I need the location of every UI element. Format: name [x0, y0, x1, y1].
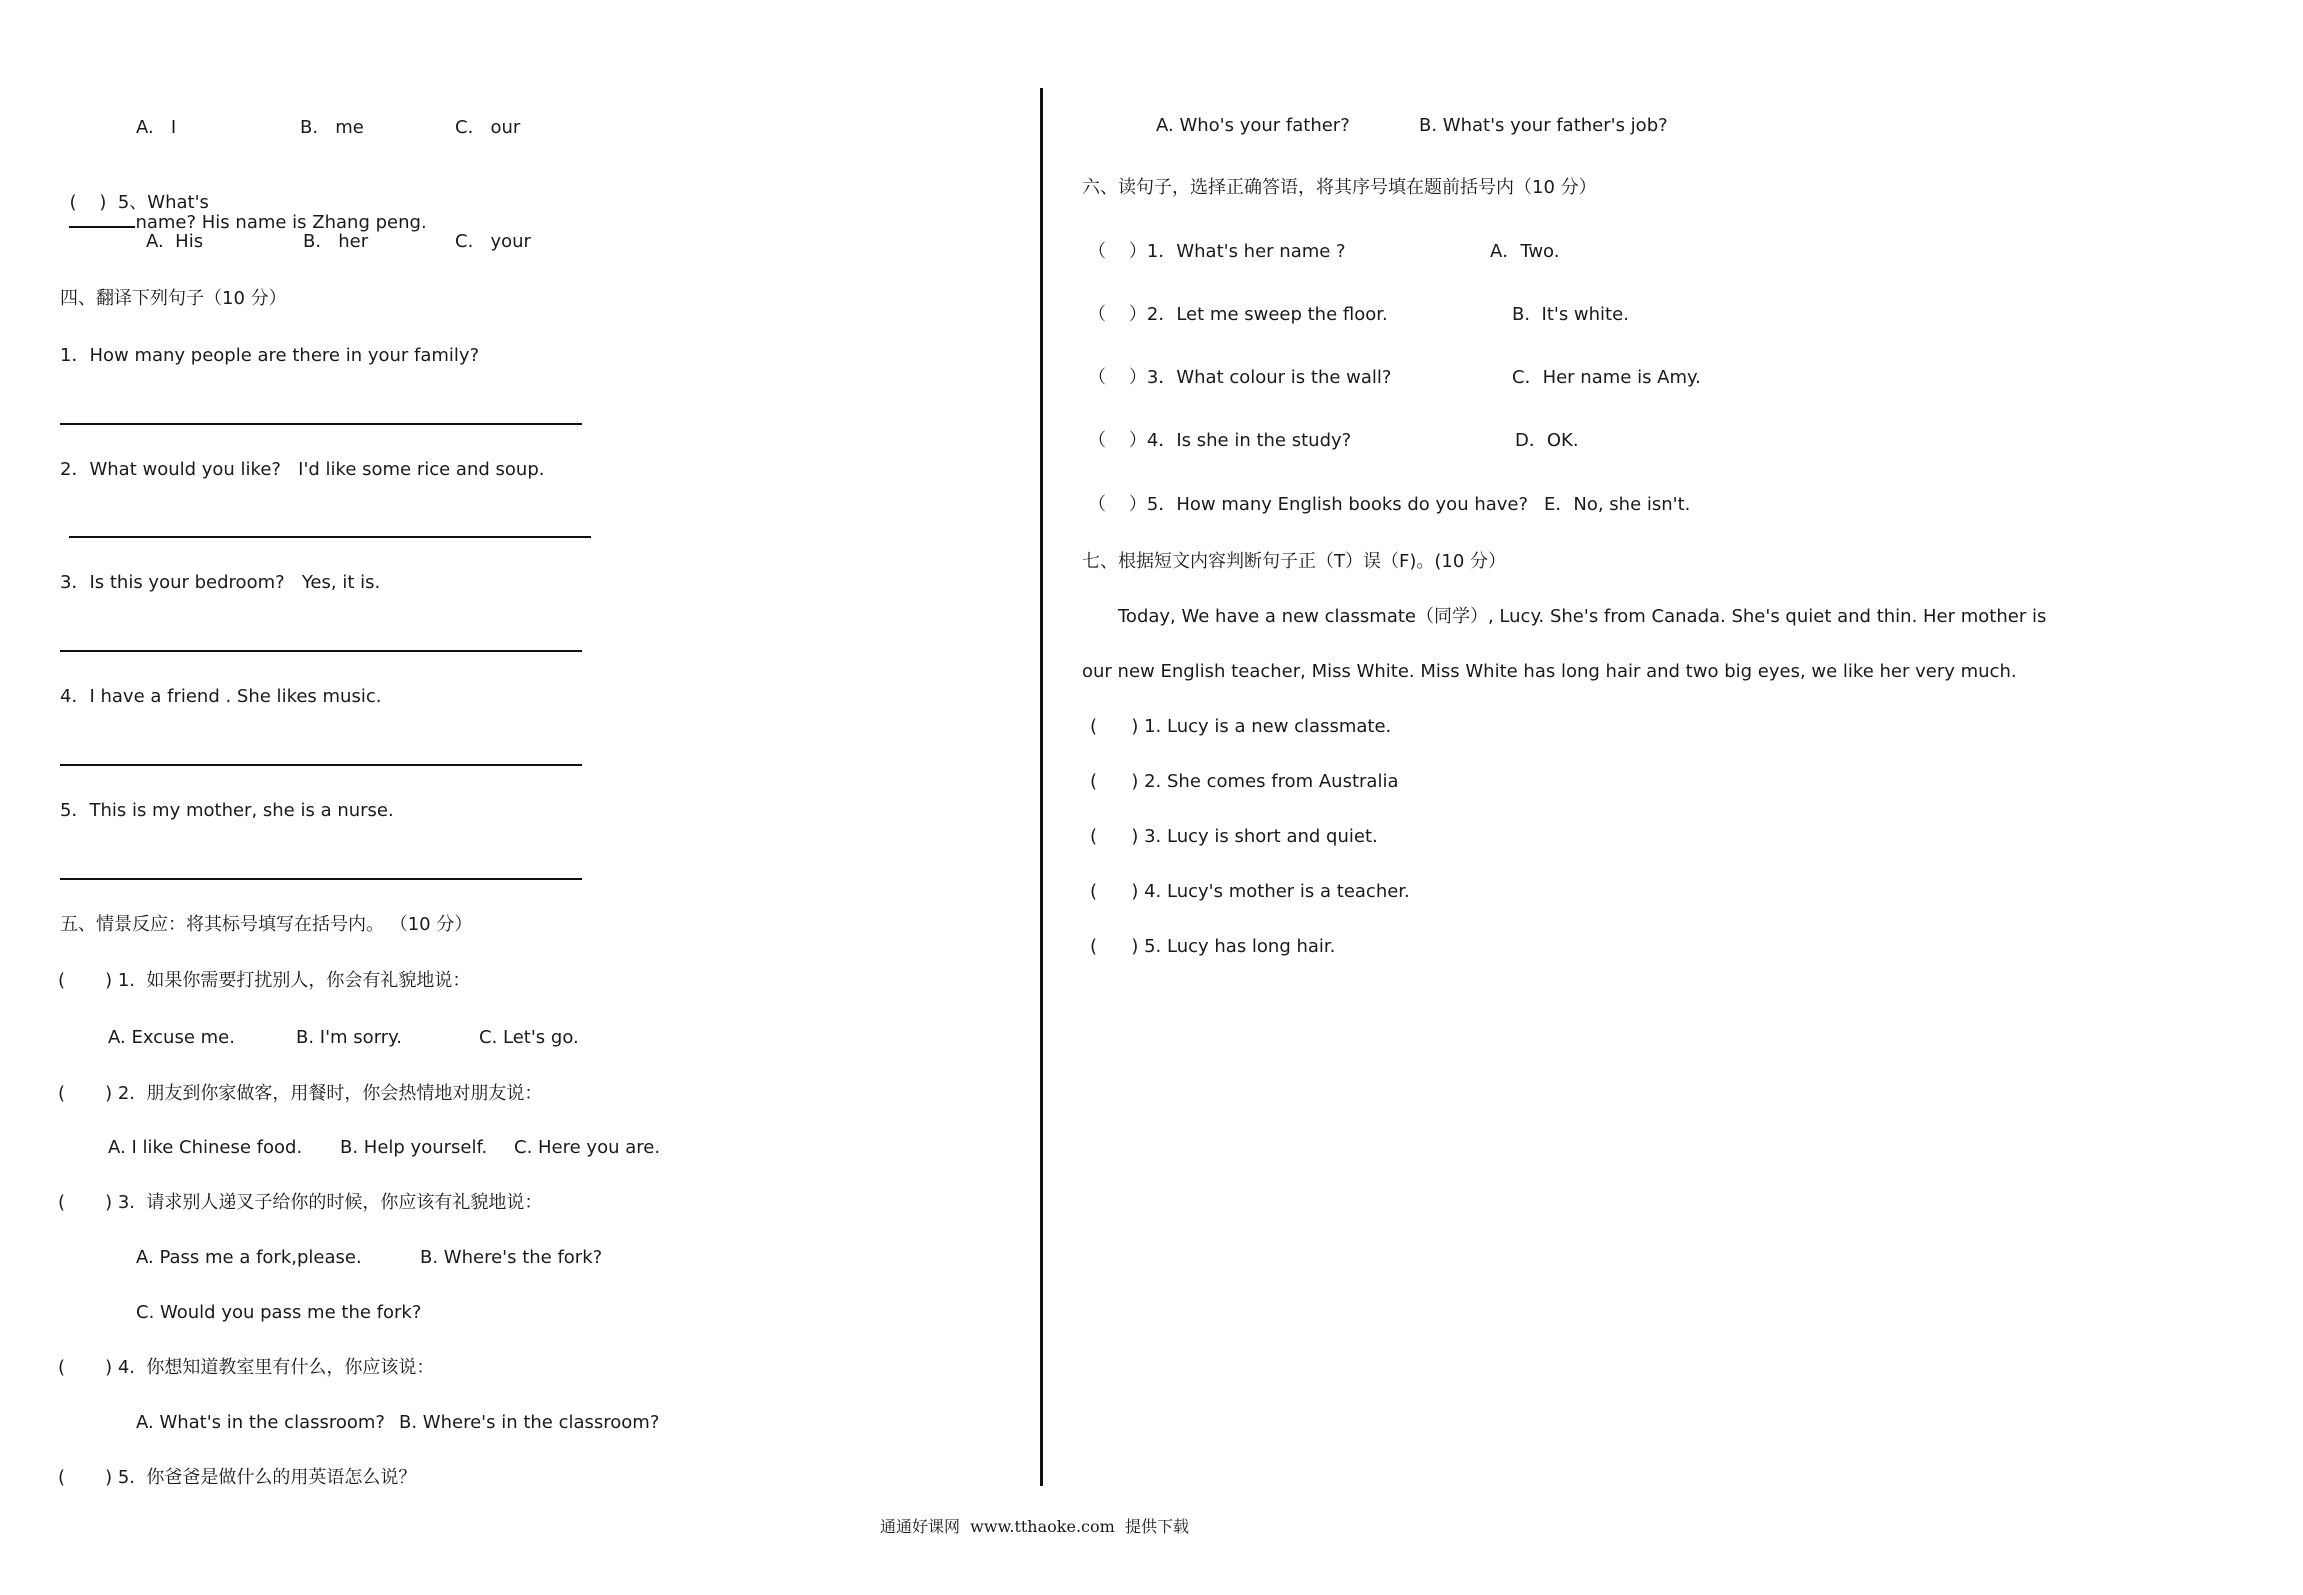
- option-a: A. Excuse me.: [108, 1027, 235, 1048]
- answer-line: [60, 650, 582, 652]
- situation-4-stem: ( ) 4. 你想知道教室里有什么，你应该说：: [58, 1357, 435, 1378]
- section-5-title: 五、情景反应：将其标号填写在括号内。 （10 分）: [60, 914, 473, 935]
- option-b: B. What's your father's job?: [1419, 115, 1668, 136]
- situation-3-stem: ( ) 3. 请求别人递叉子给你的时候，你应该有礼貌地说：: [58, 1192, 543, 1213]
- translation-item-3: 3．Is this your bedroom? Yes, it is.: [60, 572, 381, 593]
- option-b: B. Where's in the classroom?: [399, 1412, 660, 1433]
- passage-line-2: our new English teacher, Miss White. Miss White has long hair and two big eyes, we like her very much.: [1082, 661, 2017, 682]
- true-false-item-1: ( ) 1. Lucy is a new classmate.: [1090, 716, 1392, 737]
- option-b: B. her: [303, 231, 369, 252]
- match-question-2: （ ）2．Let me sweep the floor.: [1088, 304, 1388, 325]
- answer-line: [60, 423, 582, 425]
- question-stem: ( ) 5、What's: [69, 192, 209, 213]
- option-a: A. Who's your father?: [1156, 115, 1350, 136]
- translation-item-1: 1．How many people are there in your family?: [60, 345, 480, 366]
- true-false-item-4: ( ) 4. Lucy's mother is a teacher.: [1090, 881, 1410, 902]
- option-a: A. Pass me a fork,please.: [136, 1247, 362, 1268]
- answer-line: [60, 764, 582, 766]
- match-answer-a: A．Two.: [1490, 241, 1560, 262]
- question-stem-rest: name? His name is Zhang peng.: [135, 212, 427, 233]
- option-a: A. I: [136, 117, 177, 138]
- match-answer-c: C．Her name is Amy.: [1512, 367, 1701, 388]
- option-b: B. Where's the fork?: [420, 1247, 603, 1268]
- passage-line-1: Today, We have a new classmate（同学）, Lucy. She's from Canada. She's quiet and thin. Her mother is: [1118, 606, 2047, 627]
- question-5: [58, 176, 427, 232]
- option-a: A. His: [146, 231, 204, 252]
- situation-2-stem: ( ) 2. 朋友到你家做客，用餐时，你会热情地对朋友说：: [58, 1083, 543, 1104]
- option-c: C. Would you pass me the fork?: [136, 1302, 422, 1323]
- section-7-title: 七、根据短文内容判断句子正（T）误（F)。(10 分）: [1082, 551, 1507, 572]
- answer-blank: [69, 212, 135, 228]
- match-question-4: （ ）4．Is she in the study?: [1088, 430, 1352, 451]
- match-answer-b: B. It's white.: [1512, 304, 1629, 325]
- situation-1-stem: ( ) 1. 如果你需要打扰别人，你会有礼貌地说：: [58, 970, 471, 991]
- option-c: C. our: [455, 117, 521, 138]
- match-question-3: （ ）3．What colour is the wall?: [1088, 367, 1392, 388]
- footer-credit: 通通好课网 www.tthaoke.com 提供下载: [880, 1517, 1189, 1536]
- true-false-item-5: ( ) 5. Lucy has long hair.: [1090, 936, 1336, 957]
- match-answer-e: E．No, she isn't.: [1544, 494, 1691, 515]
- true-false-item-3: ( ) 3. Lucy is short and quiet.: [1090, 826, 1378, 847]
- section-4-title: 四、翻译下列句子（10 分）: [60, 288, 287, 309]
- option-c: C. your: [455, 231, 531, 252]
- answer-line: [60, 878, 582, 880]
- option-b: B. Help yourself.: [340, 1137, 488, 1158]
- match-question-5: （ ）5．How many English books do you have?: [1088, 494, 1529, 515]
- option-b: B. me: [300, 117, 364, 138]
- option-b: B. I'm sorry.: [296, 1027, 402, 1048]
- translation-item-2: 2．What would you like? I'd like some rice and soup.: [60, 459, 545, 480]
- option-a: A. I like Chinese food.: [108, 1137, 303, 1158]
- translation-item-5: 5．This is my mother, she is a nurse.: [60, 800, 394, 821]
- section-6-title: 六、读句子，选择正确答语，将其序号填在题前括号内（10 分）: [1082, 177, 1597, 198]
- answer-line: [69, 536, 591, 538]
- match-question-1: （ ）1．What's her name ?: [1088, 241, 1346, 262]
- match-answer-d: D．OK.: [1515, 430, 1579, 451]
- option-a: A. What's in the classroom?: [136, 1412, 385, 1433]
- situation-5-stem: ( ) 5. 你爸爸是做什么的用英语怎么说？: [58, 1467, 417, 1488]
- option-c: C. Here you are.: [514, 1137, 661, 1158]
- column-divider: [1040, 88, 1043, 1486]
- translation-item-4: 4．I have a friend . She likes music.: [60, 686, 382, 707]
- option-c: C. Let's go.: [479, 1027, 579, 1048]
- true-false-item-2: ( ) 2. She comes from Australia: [1090, 771, 1399, 792]
